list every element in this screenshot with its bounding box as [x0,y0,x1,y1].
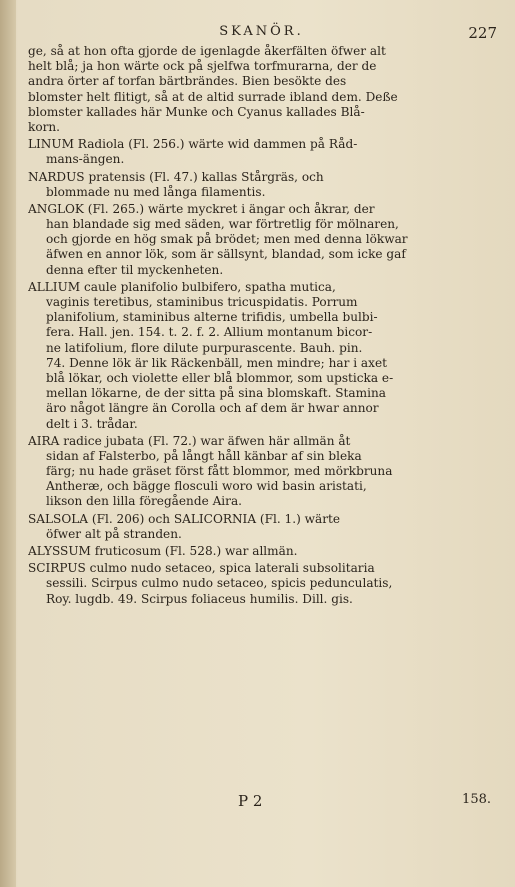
text-line: denna efter til myckenheten. [46,262,224,277]
text-line: blomster kallades här Munke och Cyanus kallades Blå- [28,104,365,119]
text-line: han blandade sig med säden, war förtretlig för mölnaren, [46,217,399,232]
text-line: SALSOLA (Fl. 206) och SALICORNIA (Fl. 1.) wärte [28,511,341,526]
signature-mark: P 2 [238,792,263,810]
text-line: öfwer alt på stranden. [46,526,182,541]
text-line: SCIRPUS culmo nudo setaceo, spica laterali subsolitaria [28,561,375,576]
text-line: färg; nu hade gräset först fått blommor, med mörkbruna [46,464,393,479]
text-line: sessili. Scirpus culmo nudo setaceo, spicis pedunculatis, [46,576,393,591]
text-line: blå lökar, och violette eller blå blommor, som upsticka e- [46,370,394,385]
text-line: Roy. lugdb. 49. Scirpus foliaceus humilis. Dill. gis. [46,591,353,606]
text-line: ANGLOK (Fl. 265.) wärte myckret i ängar och åkrar, der [28,201,375,216]
text-line: AIRA radice jubata (Fl. 72.) war äfwen här allmän åt [28,433,351,448]
text-line: mellan lökarne, de der sitta på sina blomskaft. Stamina [46,386,386,401]
text-line: 74. Denne lök är lik Räckenbäll, men mindre; har i axet [46,355,387,370]
text-line: LINUM Radiola (Fl. 256.) wärte wid dammen på Råd- [28,137,358,152]
catchword: 158. [462,792,491,807]
text-line: fera. Hall. jen. 154. t. 2. f. 2. Allium montanum bicor- [46,325,373,340]
text-line: sidan af Falsterbo, på långt håll känbar af sin bleka [46,448,362,463]
page-header [26,24,497,44]
text-line: vaginis teretibus, staminibus tricuspidatis. Porrum [46,295,358,309]
page-body [28,44,491,607]
page-footer [28,792,491,812]
text-line: och gjorde en hög smak på brödet; men med denna lökwar [46,232,408,247]
text-line: ne latifolium, flore dilute purpurascente. Bauh. pin. [46,340,363,355]
text-line: korn. [28,119,61,134]
running-title: SKANÖR. [219,24,304,39]
text-line: mans-ängen. [46,152,125,167]
text-line: delt i 3. trådar. [46,416,138,431]
text-line: blomster helt flitigt, så at de altid surrade ibland dem. Deße [28,89,398,104]
text-line: likson den lilla föregående Aira. [46,494,243,509]
text-line: helt blå; ja hon wärte ock på sjelfwa torfmurarna, der de [28,59,377,74]
text-line: ge, så at hon ofta gjorde de igenlagde åkerfälten öfwer alt [28,44,386,58]
page-number: 227 [468,24,497,42]
text-line: äro något längre än Corolla och af dem är hwar annor [46,401,379,416]
text-line: blommade nu med långa filamentis. [46,184,266,199]
text-line: äfwen en annor lök, som är sällsynt, blandad, som icke gaf [46,247,406,262]
text-line: ALYSSUM fruticosum (Fl. 528.) war allmän. [28,544,298,558]
text-line: andra örter af torfan bärtbrändes. Bien besökte des [28,74,347,89]
text-line: planifolium, staminibus alterne trifidis, umbella bulbi- [46,310,378,325]
page-gutter [0,0,16,887]
text-line: ALLIUM caule planifolio bulbifero, spatha mutica, [28,279,336,294]
text-line: Antheræ, och bägge flosculi woro wid basin aristati, [46,479,367,494]
text-line: NARDUS pratensis (Fl. 47.) kallas Stårgräs, och [28,169,324,184]
